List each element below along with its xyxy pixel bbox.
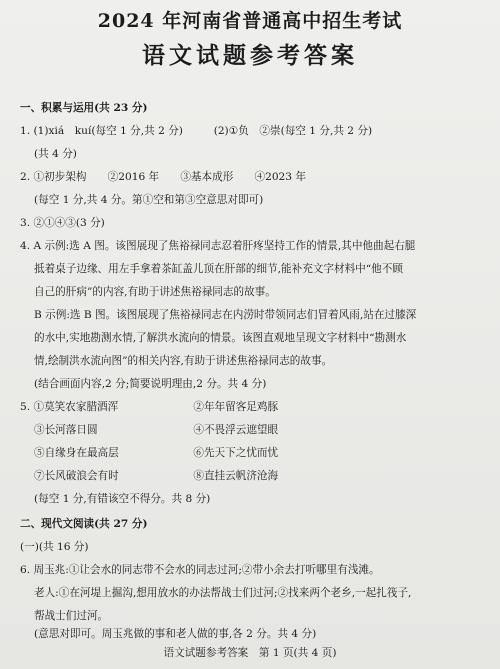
- q6-line1: 6. 周玉兆:①让会水的同志带不会水的同志过河;②带小余去打听哪里有浅滩。: [20, 564, 380, 576]
- page-footer: 语文试题参考答案 第 1 页(共 4 页): [163, 647, 337, 659]
- section2-heading: 二、现代文阅读(共 27 分): [20, 518, 148, 530]
- section1-heading: 一、积累与运用(共 23 分): [20, 102, 148, 114]
- q5-item: 5. ①莫笑农家腊酒浑: [20, 401, 119, 413]
- q5-item: ②年年留客足鸡豚: [193, 401, 279, 413]
- q5-item: ⑥先天下之忧而忧: [193, 447, 279, 459]
- q5-item: ⑧直挂云帆济沧海: [193, 470, 279, 482]
- q1-line: [20, 124, 490, 138]
- q6-line2: 老人:①在河堤上掘沟,想用放水的办法帮战士们过河;②找来两个老乡,一起扎筏子,: [34, 587, 412, 599]
- q5-item: ③长河落日圆: [34, 424, 98, 436]
- section2-part-heading: (一)(共 16 分): [20, 541, 89, 553]
- q6-line3: 帮战士们过河。: [34, 610, 109, 622]
- q5-item: ④不畏浮云遮望眼: [193, 424, 279, 436]
- q1-part1: 1. (1)xiá kuí(每空 1 分,共 2 分): [20, 125, 183, 137]
- q5-row: [34, 446, 500, 460]
- q5-row: [34, 469, 500, 483]
- q5-row: [34, 423, 500, 437]
- q2-answers: 2. ①初步架构 ②2016 年 ③基本成形 ④2023 年: [20, 171, 307, 183]
- q4-b-line3: 情,绘制洪水流向图”的相关内容,有助于讲述焦裕禄同志的故事。: [34, 355, 333, 367]
- q1-part2: (2)①负 ②崇(每空 1 分,共 2 分): [213, 125, 373, 137]
- q4-a-line1: 4. A 示例:选 A 图。该图展现了焦裕禄同志忍着肝疼坚持工作的情景,其中他曲起右腿: [20, 240, 416, 252]
- q4-a-line3: 自己的肝病”的内容,有助于讲述焦裕禄同志的故事。: [34, 286, 276, 298]
- q5-row: [20, 400, 490, 414]
- q6-note: (意思对即可。周玉兆做的事和老人做的事,各 2 分。共 4 分): [34, 628, 317, 640]
- q5-item: ⑤自缘身在最高层: [34, 447, 119, 459]
- page-title: 2024 年河南省普通高中招生考试: [97, 10, 403, 32]
- q2-note: (每空 1 分,共 4 分。第①空和第③空意思对即可): [34, 194, 264, 206]
- q4-b-line2: 的水中,实地勘测水情,了解洪水流向的情景。该图直观地呈现文字材料中“勘测水: [34, 332, 407, 344]
- q5-item: ⑦长风破浪会有时: [34, 470, 119, 482]
- q5-score: (每空 1 分,有错该空不得分。共 8 分): [34, 493, 211, 505]
- q4-score: (结合画面内容,2 分;简要说明理由,2 分。共 4 分): [34, 378, 267, 390]
- q3-answer: 3. ②①④③(3 分): [20, 217, 105, 229]
- page-subtitle: 语文试题参考答案: [142, 42, 358, 69]
- q4-b-line1: B 示例:选 B 图。该图展现了焦裕禄同志在内涝时带领同志们冒着风雨,站在过膝深: [34, 309, 417, 321]
- q4-a-line2: 抵着桌子边缘、用左手拿着茶缸盖儿顶在肝部的细节,能补充文字材料中“他不顾: [34, 263, 403, 275]
- q1-total: (共 4 分): [34, 148, 77, 160]
